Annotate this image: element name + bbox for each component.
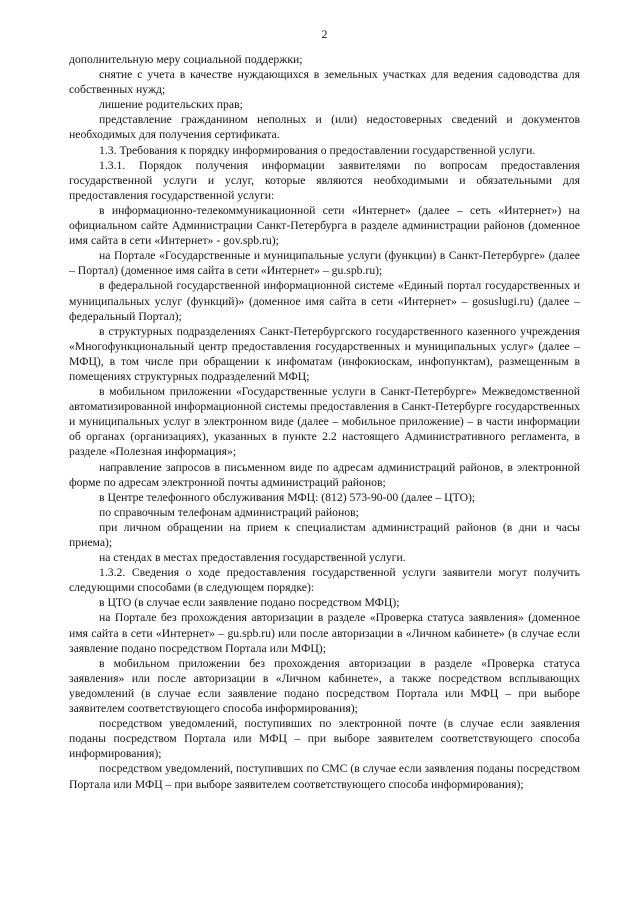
- paragraph: в структурных подразделениях Санкт-Петербургского государственного казенного учреждения «Многофункциональный центр предоставления государственных и муниципальных услуг» (далее – МФЦ), в том числе при обращении к инфоматам (инфокиоскам, инфопунктам), размещенным в помещениях структурных подразделений МФЦ;: [69, 324, 580, 383]
- paragraph: на Портале без прохождения авторизации в разделе «Проверка статуса заявления» (доменное имя сайта в сети «Интернет» – gu.spb.ru) или после авторизации в «Личном кабинете» (в случае если заявление подано посредством Портала или МФЦ);: [69, 611, 580, 655]
- paragraph: на стендах в местах предоставления государственной услуги.: [99, 551, 406, 565]
- subsection-heading: 1.3.2. Сведения о ходе предоставления государственной услуги заявители могут получить следующими способами (в следующем порядке):: [69, 566, 580, 595]
- paragraph: посредством уведомлений, поступивших по СМС (в случае если заявления поданы посредством Портала или МФЦ – при выборе заявителем соответствующего способа информирования);: [69, 762, 580, 791]
- paragraph: снятие с учета в качестве нуждающихся в земельных участках для ведения садоводства для собственных нужд;: [69, 68, 580, 97]
- paragraph: в мобильном приложении без прохождения авторизации в разделе «Проверка статуса заявления» или после авторизации в «Личном кабинете», а также посредством всплывающих уведомлений (в случае если заявление подано посредством Портала или МФЦ – при выборе заявителем соответствующего способа информирования);: [69, 656, 580, 716]
- subsection-heading: 1.3.1. Порядок получения информации заявителями по вопросам предоставления государственной услуги и услуг, которые являются необходимыми и обязательными для предоставления государственной услуги:: [69, 158, 580, 202]
- paragraph: дополнительную меру социальной поддержки;: [69, 53, 303, 66]
- paragraph: в информационно-телекоммуникационной сети «Интернет» (далее – сеть «Интернет») на официальном сайте Администрации Санкт-Петербурга в разделе администрации районов (доменное имя сайта в сети «Интернет» - gov.spb.ru);: [69, 203, 580, 248]
- paragraph: представление гражданином неполных и (или) недостоверных сведений и документов необходимых для получения сертификата.: [69, 113, 580, 142]
- paragraph: посредством уведомлений, поступивших по электронной почте (в случае если заявления поданы посредством Портала или МФЦ – при выборе заявителем соответствующего способа информирования);: [69, 717, 580, 761]
- paragraph: при личном обращении на прием к специалистам администраций районов (в дни и часы приема);: [69, 520, 580, 549]
- paragraph: лишение родительских прав;: [99, 98, 243, 112]
- paragraph: на Портале «Государственные и муниципальные услуги (функции) в Санкт-Петербурге» (далее – Портал) (доменное имя сайта в сети «Интернет» – gu.spb.ru);: [69, 249, 580, 278]
- section-heading: 1.3. Требования к порядку информирования о предоставлении государственной услуги.: [99, 143, 536, 157]
- paragraph: по справочным телефонам администраций районов;: [99, 505, 359, 519]
- page-number: 2: [321, 27, 328, 41]
- paragraph: в мобильном приложении «Государственные услуги в Санкт-Петербурге» Межведомственной автоматизированной информационной системы предоставления в Санкт-Петербурге государственных и муниципальных услуг в электронном виде (далее – мобильное приложение) – в части информации об органах (организациях), указанных в пункте 2.2 настоящего Административного регламента, в разделе «Полезная информация»;: [69, 385, 580, 459]
- paragraph: в Центре телефонного обслуживания МФЦ: (812) 573-90-00 (далее – ЦТО);: [99, 490, 476, 504]
- paragraph: в ЦТО (в случае если заявление подано посредством МФЦ);: [99, 596, 400, 610]
- paragraph: в федеральной государственной информационной системе «Единый портал государственных и муниципальных услуг (функций)» (доменное имя сайта в сети «Интернет» – gosuslugi.ru) (далее – федеральный Портал);: [69, 279, 580, 323]
- paragraph: направление запросов в письменном виде по адресам администраций районов, в электронной форме по адресам электронной почты администраций районов;: [69, 460, 580, 489]
- document-body: [69, 52, 580, 792]
